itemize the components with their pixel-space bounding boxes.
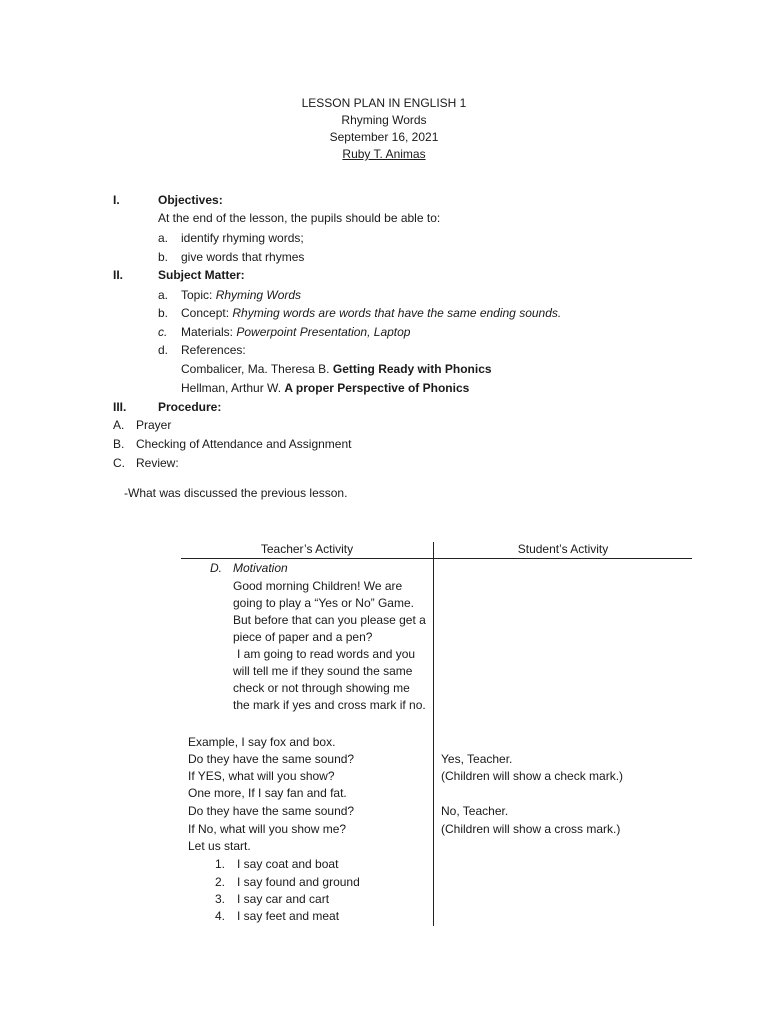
procedure-step-attendance: Checking of Attendance and Assignment [136, 437, 352, 451]
section-number-procedure: III. [113, 400, 127, 414]
review-note: -What was discussed the previous lesson. [124, 486, 348, 500]
motivation-letter: D. [210, 561, 222, 575]
materials-value: Powerpoint Presentation, Laptop [236, 325, 411, 339]
teacher-line: Let us start. [188, 839, 251, 853]
objectives-intro: At the end of the lesson, the pupils should be able to: [158, 211, 441, 225]
teacher-line: Do they have the same sound? [188, 752, 355, 766]
teacher-line: If YES, what will you show? [188, 769, 335, 783]
objective-letter-a: a. [158, 231, 169, 245]
reference-entry [181, 361, 492, 378]
document-title: LESSON PLAN IN ENGLISH 1 [301, 96, 467, 110]
teacher-line: If No, what will you show me? [188, 822, 347, 836]
numbered-item-number: 4. [215, 909, 226, 923]
concept-label: Concept: [181, 306, 230, 320]
motivation-paragraph-instructions: I am going to read words and you will tell me if they sound the same check or not through showing me the mark if yes and cross mark if no. [233, 647, 426, 712]
section-number-subject-matter: II. [113, 268, 124, 282]
materials-label: Materials: [181, 325, 234, 339]
reference-title: A proper Perspective of Phonics [284, 381, 470, 395]
motivation-paragraph-greeting: Good morning Children! We are going to play a “Yes or No” Game. But before that can you please get a piece of paper and a pen? [233, 579, 426, 644]
reference-entry [181, 380, 469, 397]
numbered-item-text: I say coat and boat [237, 857, 339, 871]
document-date: September 16, 2021 [329, 130, 439, 144]
topic-value: Rhyming Words [215, 288, 302, 302]
materials-letter: c. [158, 325, 168, 339]
procedure-step-review: Review: [136, 456, 179, 470]
procedure-letter-b: B. [113, 437, 125, 451]
numbered-item-text: I say found and ground [237, 875, 360, 889]
references-letter: d. [158, 343, 169, 357]
reference-author: Hellman, Arthur W. [181, 381, 282, 395]
numbered-item-text: I say car and cart [237, 892, 330, 906]
student-response: No, Teacher. [441, 804, 509, 818]
teacher-line: One more, If I say fan and fat. [188, 786, 347, 800]
procedure-letter-c: C. [113, 456, 125, 470]
topic-letter: a. [158, 288, 169, 302]
motivation-heading: Motivation [233, 561, 288, 575]
teacher-activity-header: Teacher’s Activity [260, 542, 354, 556]
topic-label: Topic: [181, 288, 213, 302]
procedure-step-prayer: Prayer [136, 418, 172, 432]
document-subtitle: Rhyming Words [341, 113, 427, 127]
section-number-objectives: I. [113, 193, 120, 207]
concept-value: Rhyming words are words that have the same ending sounds. [232, 306, 562, 320]
materials-row [181, 324, 410, 341]
procedure-letter-a: A. [113, 418, 125, 432]
section-heading-subject-matter: Subject Matter: [158, 268, 245, 282]
reference-title: Getting Ready with Phonics [332, 362, 492, 376]
student-response: (Children will show a cross mark.) [441, 822, 621, 836]
reference-author: Combalicer, Ma. Theresa B. [181, 362, 330, 376]
table-column-divider [433, 542, 434, 926]
numbered-item-number: 2. [215, 875, 226, 889]
author-name: Ruby T. Animas [342, 147, 426, 161]
section-heading-objectives: Objectives: [158, 193, 223, 207]
author-line [0, 146, 768, 163]
student-response: Yes, Teacher. [441, 752, 513, 766]
table-header-rule [181, 558, 692, 559]
student-response: (Children will show a check mark.) [441, 769, 624, 783]
topic-row [181, 287, 301, 304]
student-activity-header: Student’s Activity [517, 542, 609, 556]
numbered-item-text: I say feet and meat [237, 909, 340, 923]
teacher-line: Example, I say fox and box. [188, 735, 336, 749]
objective-item-a: identify rhyming words; [181, 231, 304, 245]
numbered-item-number: 1. [215, 857, 226, 871]
concept-letter: b. [158, 306, 169, 320]
objective-letter-b: b. [158, 250, 169, 264]
objective-item-b: give words that rhymes [181, 250, 305, 264]
teacher-line: Do they have the same sound? [188, 804, 355, 818]
section-heading-procedure: Procedure: [158, 400, 222, 414]
numbered-item-number: 3. [215, 892, 226, 906]
references-label: References: [181, 343, 246, 357]
concept-row [181, 305, 561, 322]
